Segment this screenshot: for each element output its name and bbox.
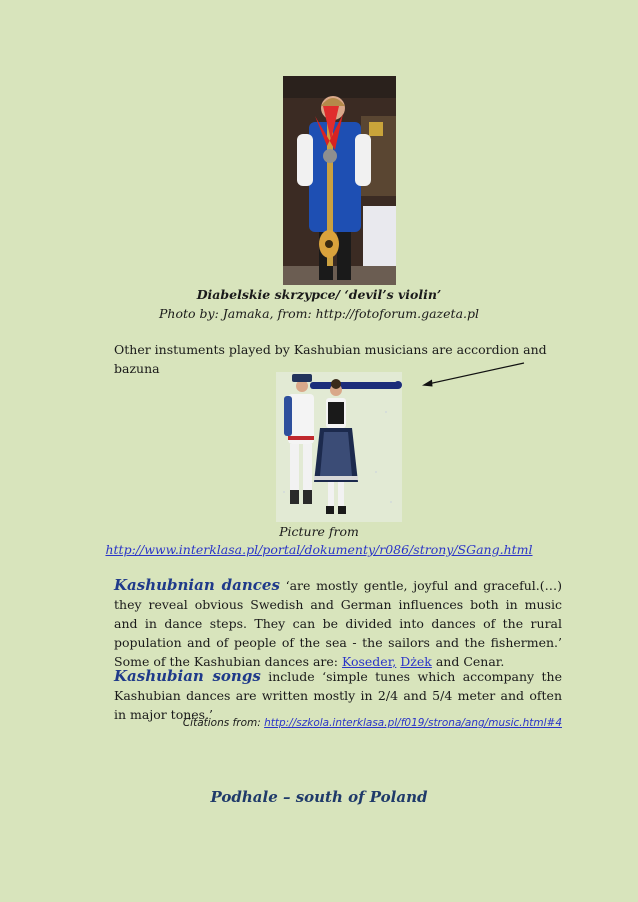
photo-caption-title: Diabelskie skrzypce/ ‘devil’s violin’ xyxy=(196,287,442,302)
songs-paragraph xyxy=(114,667,562,724)
photo-caption-credit: Photo by: Jamaka, from: http://fotoforum.gazeta.pl xyxy=(159,306,479,321)
songs-heading: Kashubian songs xyxy=(114,667,261,685)
dances-text-2: and Cenar. xyxy=(431,654,505,669)
picture-source-link[interactable] xyxy=(0,542,638,557)
koseder-link[interactable]: Koseder, xyxy=(341,654,397,669)
dances-heading: Kashubnian dances xyxy=(114,576,280,594)
instruments-paragraph: Other instuments played by Kashubian musicians are accordion and bazuna xyxy=(114,342,547,376)
citations-url[interactable]: http://szkola.interklasa.pl/f019/strona/ang/music.html#4 xyxy=(264,717,562,729)
picture-source-url[interactable]: http://www.interklasa.pl/portal/dokumenty/r086/strony/SGang.html xyxy=(105,542,533,557)
songs-text: include ‘simple tunes which accompany the Kashubian dances are written mostly in 2/4 and 5/4 meter and often in major tones.’ xyxy=(114,669,562,722)
pointer-arrow-icon xyxy=(418,360,528,390)
dances-text-1: ‘are mostly gentle, joyful and graceful.(…) they reveal obvious Swedish and German influences both in music and in dance steps. They can be divided into dances of the rural population and of people of the sea - the sailors and the fishermen.’ Some of the Kashubian dances are: xyxy=(114,578,563,669)
dances-paragraph xyxy=(114,576,562,671)
kashubian-dancers-picture-icon xyxy=(276,372,402,522)
picture-source-label: Picture from xyxy=(279,524,359,539)
citations-line xyxy=(114,717,562,729)
next-section-title: Podhale – south of Poland xyxy=(210,788,428,806)
citations-label: Citations from: xyxy=(182,717,265,729)
devils-violin-photo-icon xyxy=(283,76,396,285)
dzek-link[interactable]: Dżek xyxy=(400,654,432,669)
